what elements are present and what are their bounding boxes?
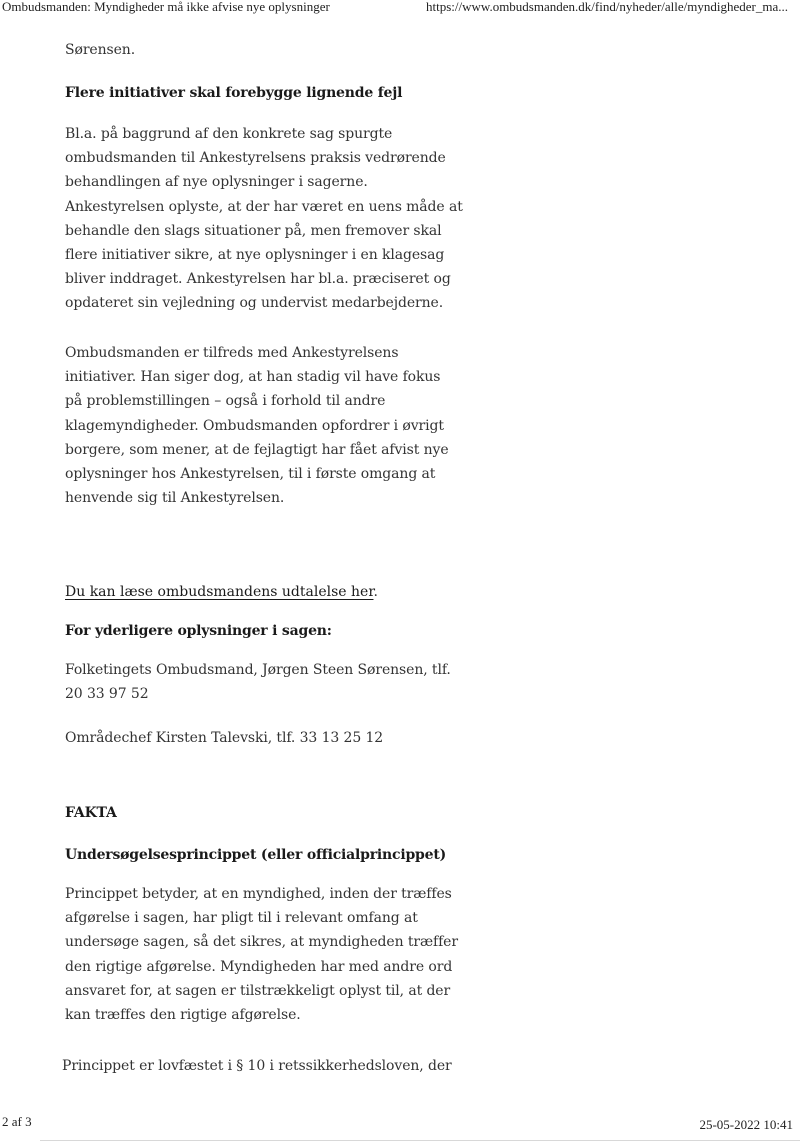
facts-paragraph-law bbox=[62, 1054, 452, 1078]
text-line: Folketingets Ombudsmand, Jørgen Steen Sørensen, tlf. bbox=[65, 662, 451, 678]
text-line: den rigtige afgørelse. Myndigheden har med andre ord bbox=[65, 958, 453, 975]
print-header-title: Ombudsmanden: Myndigheder må ikke afvise nye oplysninger bbox=[2, 0, 330, 14]
continued-text bbox=[65, 38, 135, 62]
facts-heading: Undersøgelsesprincippet (eller officialprincippet) bbox=[65, 847, 447, 863]
text-line: Princippet er lovfæstet i § 10 i retssikkerhedsloven, der bbox=[62, 1058, 452, 1074]
text-line: klagemyndigheder. Ombudsmanden opfordrer i øvrigt bbox=[65, 417, 444, 434]
statement-link[interactable]: Du kan læse ombudsmandens udtalelse her bbox=[65, 584, 374, 600]
text-line: behandle den slags situationer på, men fremover skal bbox=[65, 222, 442, 239]
page-number: 2 af 3 bbox=[2, 1114, 32, 1129]
text-line: borgere, som mener, at de fejlagtigt har fået afvist nye bbox=[65, 441, 449, 458]
text-line: Sørensen. bbox=[65, 42, 136, 58]
text-line: flere initiativer sikre, at nye oplysninger i en klagesag bbox=[65, 247, 445, 264]
text-line: henvende sig til Ankestyrelsen. bbox=[65, 490, 285, 507]
text-line: Ankestyrelsen oplyste, at der har været en uens måde at bbox=[65, 198, 463, 215]
text-line: ansvaret for, at sagen er tilstrækkeligt oplyst til, at der bbox=[65, 982, 451, 999]
text-line: opdateret sin vejledning og undervist medarbejderne. bbox=[65, 295, 444, 312]
text-line: på problemstillingen – også i forhold til andre bbox=[65, 393, 386, 410]
text-line: kan træffes den rigtige afgørelse. bbox=[65, 1007, 301, 1024]
text-line: bliver inddraget. Ankestyrelsen har bl.a. præciseret og bbox=[65, 271, 451, 288]
text-line: Princippet betyder, at en myndighed, inden der træffes bbox=[65, 886, 452, 902]
print-datetime: 25-05-2022 10:41 bbox=[699, 1117, 793, 1132]
statement-link-suffix: . bbox=[373, 584, 378, 600]
print-footer bbox=[0, 1114, 803, 1134]
statement-link-line bbox=[65, 584, 378, 600]
text-line: initiativer. Han siger dog, at han stadig vil have fokus bbox=[65, 369, 441, 386]
paragraph-practice bbox=[65, 122, 463, 316]
print-header-url: https://www.ombudsmanden.dk/find/nyheder/alle/myndigheder_ma... bbox=[426, 0, 789, 14]
text-line: Ombudsmanden er tilfreds med Ankestyrelsens bbox=[65, 345, 399, 361]
print-header bbox=[0, 0, 803, 18]
text-line: Bl.a. på baggrund af den konkrete sag spurgte bbox=[65, 126, 393, 142]
text-line: afgørelse i sagen, har pligt til i relevant omfang at bbox=[65, 910, 418, 927]
text-line: 20 33 97 52 bbox=[65, 686, 149, 703]
facts-label: FAKTA bbox=[65, 805, 117, 821]
paragraph-ombudsman-satisfied bbox=[65, 341, 449, 510]
text-line: ombudsmanden til Ankestyrelsens praksis vedrørende bbox=[65, 150, 446, 167]
text-line: behandlingen af nye oplysninger i sagerne. bbox=[65, 174, 368, 191]
contact-person-area-chief bbox=[65, 726, 383, 750]
bottom-divider bbox=[40, 1140, 800, 1141]
contact-heading: For yderligere oplysninger i sagen: bbox=[65, 623, 332, 639]
facts-paragraph-principle bbox=[65, 882, 458, 1027]
text-line: undersøge sagen, så det sikres, at myndigheden træffer bbox=[65, 934, 458, 951]
section-heading: Flere initiativer skal forebygge lignende fejl bbox=[65, 85, 403, 101]
text-line: Områdechef Kirsten Talevski, tlf. 33 13 25 12 bbox=[65, 730, 384, 746]
contact-person-ombudsman bbox=[65, 658, 451, 706]
text-line: oplysninger hos Ankestyrelsen, til i første omgang at bbox=[65, 466, 436, 483]
